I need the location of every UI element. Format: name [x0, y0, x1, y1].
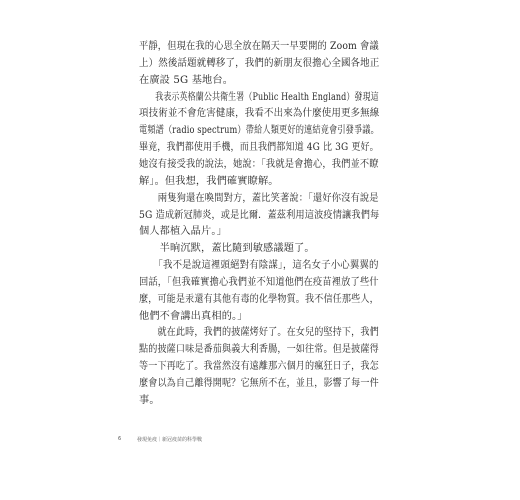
text-line: 畢竟，我們都使用手機，而且我們都知道 4G 比 3G 更好。 — [139, 142, 379, 154]
text-line: 回話，「但我確實擔心我們並不知道他們在疫苗裡放了些什 — [139, 276, 379, 288]
running-head: 發現免疫｜新冠疫苗的科學戰 — [137, 437, 203, 443]
text-line: 在廣設 5G 基地台。 — [139, 74, 234, 86]
text-line: 麼會以為自己離得開呢？它無所不在，並且，影響了每一件 — [139, 378, 379, 389]
text-line: 「我不是說這裡頭絕對有陰謀」，這名女子小心翼翼的 — [139, 260, 379, 272]
text-line: 等一下再吃了。我當然沒有遠離那六個月的瘋狂日子，我怎 — [139, 361, 379, 373]
text-line: 就在此時，我們的披薩烤好了。在女兒的堅持下，我們 — [139, 327, 379, 339]
text-line: 麼，可能是汞還有其他有毒的化學物質。我不信任那些人， — [139, 293, 379, 305]
text-line: 5G 造成新冠肺炎，或是比爾．蓋茲利用這波疫情讓我們每 — [139, 209, 380, 221]
page-number: 6 — [118, 436, 122, 442]
text-line: 平靜，但現在我的心思全放在隔天一早要開的 Zoom 會議 — [139, 41, 379, 52]
text-line: 項技術並不會危害健康，我看不出來為什麼使用更多無線 — [139, 108, 380, 120]
text-line: 他們不會講出真相的。」 — [139, 310, 248, 322]
text-line: 她沒有接受我的說法，她說：「我就是會擔心，我們並不瞭 — [139, 158, 379, 170]
text-line: 上）然後話題就轉移了，我們的新朋友很擔心全國各地正 — [139, 57, 380, 69]
text-line: 電頻譜（radio spectrum）帶給人類更好的連結竟會引發爭議。 — [139, 125, 379, 137]
text-line: 我表示英格蘭公共衛生署（Public Health England）發現這 — [139, 91, 379, 103]
text-line: 點的披薩口味是番茄與義大利香腸，一如往常。但是披薩得 — [139, 344, 379, 356]
text-line: 事。 — [139, 394, 160, 406]
text-line: 解」。但我想，我們確實瞭解。 — [139, 175, 279, 187]
text-line: 個人都植入晶片。」 — [139, 226, 227, 238]
text-line: 兩隻狗還在喚間對方，蓋比笑著說：「還好你沒有說是 — [139, 192, 379, 204]
text-line: 半晌沉默，蓋比隨到敏感議題了。 — [139, 243, 315, 255]
